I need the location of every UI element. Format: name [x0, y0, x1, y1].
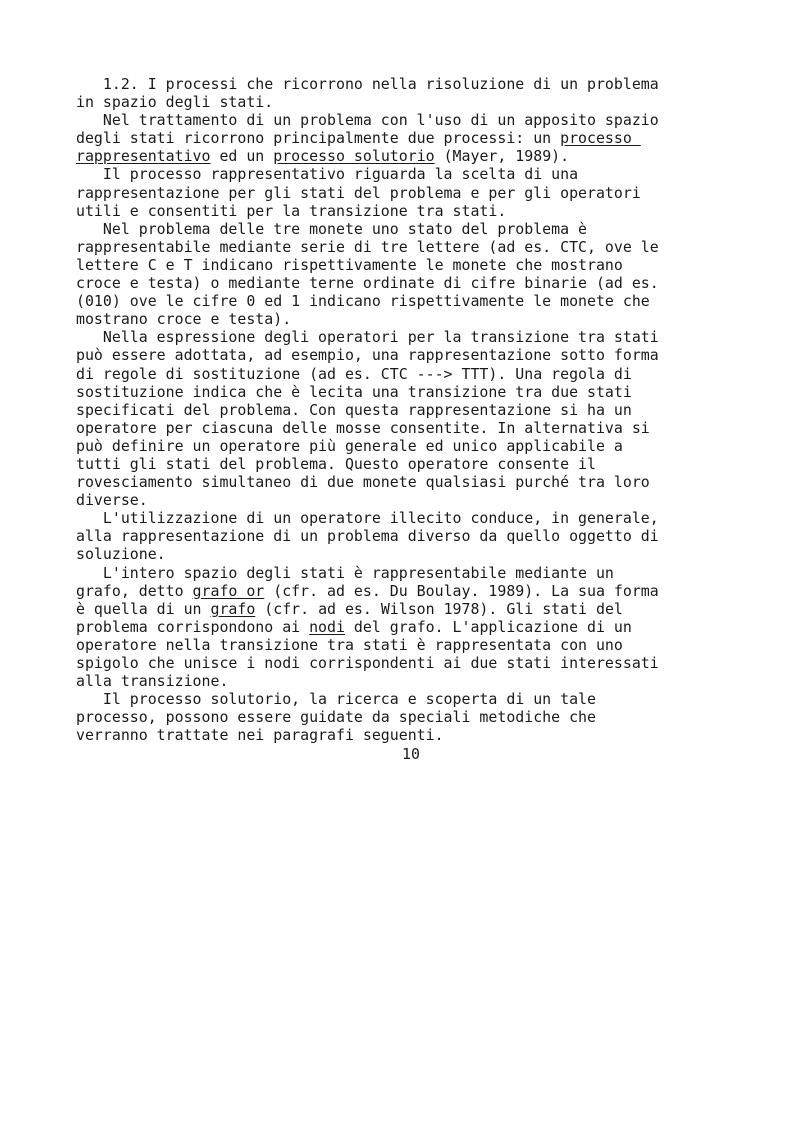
text-line [76, 184, 716, 202]
text-line [76, 600, 716, 618]
text-line [76, 491, 716, 509]
page-number: 10 [402, 745, 420, 763]
text-span: può definire un operatore più generale ed unico applicabile a [76, 436, 623, 455]
text-line [76, 545, 716, 563]
text-span: rappresentazione per gli stati del problema e per gli operatori [76, 183, 641, 202]
text-line [76, 690, 716, 708]
text-line [76, 310, 716, 328]
text-span: degli stati ricorrono principalmente due processi: un [76, 129, 561, 148]
text-line [76, 238, 716, 256]
text-line [76, 636, 716, 654]
text-line [76, 75, 716, 93]
text-line [76, 220, 716, 238]
text-line [76, 455, 716, 473]
text-line [76, 654, 716, 672]
text-span: lettere C e T indicano rispettivamente le monete che mostrano [76, 255, 623, 274]
text-line [76, 726, 716, 744]
body-text [76, 75, 716, 744]
text-span: soluzione. [76, 545, 166, 564]
text-span: rappresentabile mediante serie di tre lettere (ad es. CTC, ove le [76, 237, 659, 256]
text-line [76, 93, 716, 111]
text-line [76, 111, 716, 129]
text-line [76, 437, 716, 455]
text-span: Il processo rappresentativo riguarda la scelta di una [76, 165, 579, 184]
text-span: può essere adottata, ad esempio, una rappresentazione sotto forma [76, 346, 659, 365]
underlined-term: nodi [309, 617, 345, 636]
text-line [76, 383, 716, 401]
text-span: verranno trattate nei paragrafi seguenti. [76, 726, 444, 745]
text-span: grafo, detto [76, 581, 193, 600]
text-span: 1.2. I processi che ricorrono nella risoluzione di un problema [76, 75, 659, 93]
text-line [76, 672, 716, 690]
text-span: L'intero spazio degli stati è rappresentabile mediante un [76, 563, 614, 582]
text-line [76, 527, 716, 545]
text-line [76, 202, 716, 220]
text-line [76, 708, 716, 726]
text-span: Nel problema delle tre monete uno stato del problema è [76, 219, 588, 238]
underlined-term: rappresentativo [76, 147, 211, 166]
text-line [76, 582, 716, 600]
text-line [76, 618, 716, 636]
text-line [76, 165, 716, 183]
text-line [76, 365, 716, 383]
text-span: del grafo. L'applicazione di un [344, 617, 632, 636]
text-span: croce e testa) o mediante terne ordinate di cifre binarie (ad es. [76, 274, 659, 293]
text-span: alla rappresentazione di un problema diverso da quello oggetto di [76, 527, 659, 546]
text-span: processo, possono essere guidate da speciali metodiche che [76, 708, 596, 727]
text-span: (010) ove le cifre 0 ed 1 indicano rispettivamente le monete che [76, 292, 650, 311]
text-line [76, 129, 716, 147]
text-span: (cfr. ad es. Du Boulay. 1989). La sua forma [264, 581, 659, 600]
text-span: Nel trattamento di un problema con l'uso di un apposito spazio [76, 111, 659, 130]
text-line [76, 401, 716, 419]
text-span: è quella di un [76, 599, 211, 618]
text-line [76, 256, 716, 274]
text-line [76, 346, 716, 364]
underlined-term: grafo [210, 599, 256, 618]
text-line [76, 419, 716, 437]
text-span: spigolo che unisce i nodi corrispondenti ai due stati interessati [76, 654, 659, 672]
text-span: alla transizione. [76, 672, 229, 691]
text-line [76, 328, 716, 346]
text-line [76, 274, 716, 292]
text-span: ed un [210, 147, 274, 166]
text-span: (cfr. ad es. Wilson 1978). Gli stati del [255, 599, 623, 618]
text-span: tutti gli stati del problema. Questo operatore consente il [76, 454, 596, 473]
text-line [76, 473, 716, 491]
text-line [76, 564, 716, 582]
text-line [76, 292, 716, 310]
underlined-term: processo solutorio [273, 147, 435, 166]
text-span: operatore nella transizione tra stati è rappresentata con uno [76, 635, 623, 654]
text-span: di regole di sostituzione (ad es. CTC ---> TTT). Una regola di [76, 364, 632, 383]
text-span: specificati del problema. Con questa rappresentazione si ha un [76, 400, 632, 419]
underlined-term: grafo or [192, 581, 265, 600]
text-span: operatore per ciascuna delle mosse consentite. In alternativa si [76, 418, 650, 437]
text-span: diverse. [76, 491, 148, 510]
text-span: in spazio degli stati. [76, 93, 274, 112]
text-span: sostituzione indica che è lecita una transizione tra due stati [76, 382, 632, 401]
text-line [76, 147, 716, 165]
text-span: utili e consentiti per la transizione tra stati. [76, 201, 507, 220]
text-span: Nella espressione degli operatori per la transizione tra stati [76, 328, 659, 347]
text-span: problema corrispondono ai [76, 617, 310, 636]
text-span: mostrano croce e testa). [76, 310, 292, 329]
underlined-term: processo [560, 129, 641, 148]
text-span: (Mayer, 1989). [434, 147, 570, 166]
text-line [76, 509, 716, 527]
text-span: L'utilizzazione di un operatore illecito conduce, in generale, [76, 509, 659, 528]
text-span: rovesciamento simultaneo di due monete qualsiasi purché tra loro [76, 473, 650, 492]
text-span: Il processo solutorio, la ricerca e scoperta di un tale [76, 690, 596, 709]
